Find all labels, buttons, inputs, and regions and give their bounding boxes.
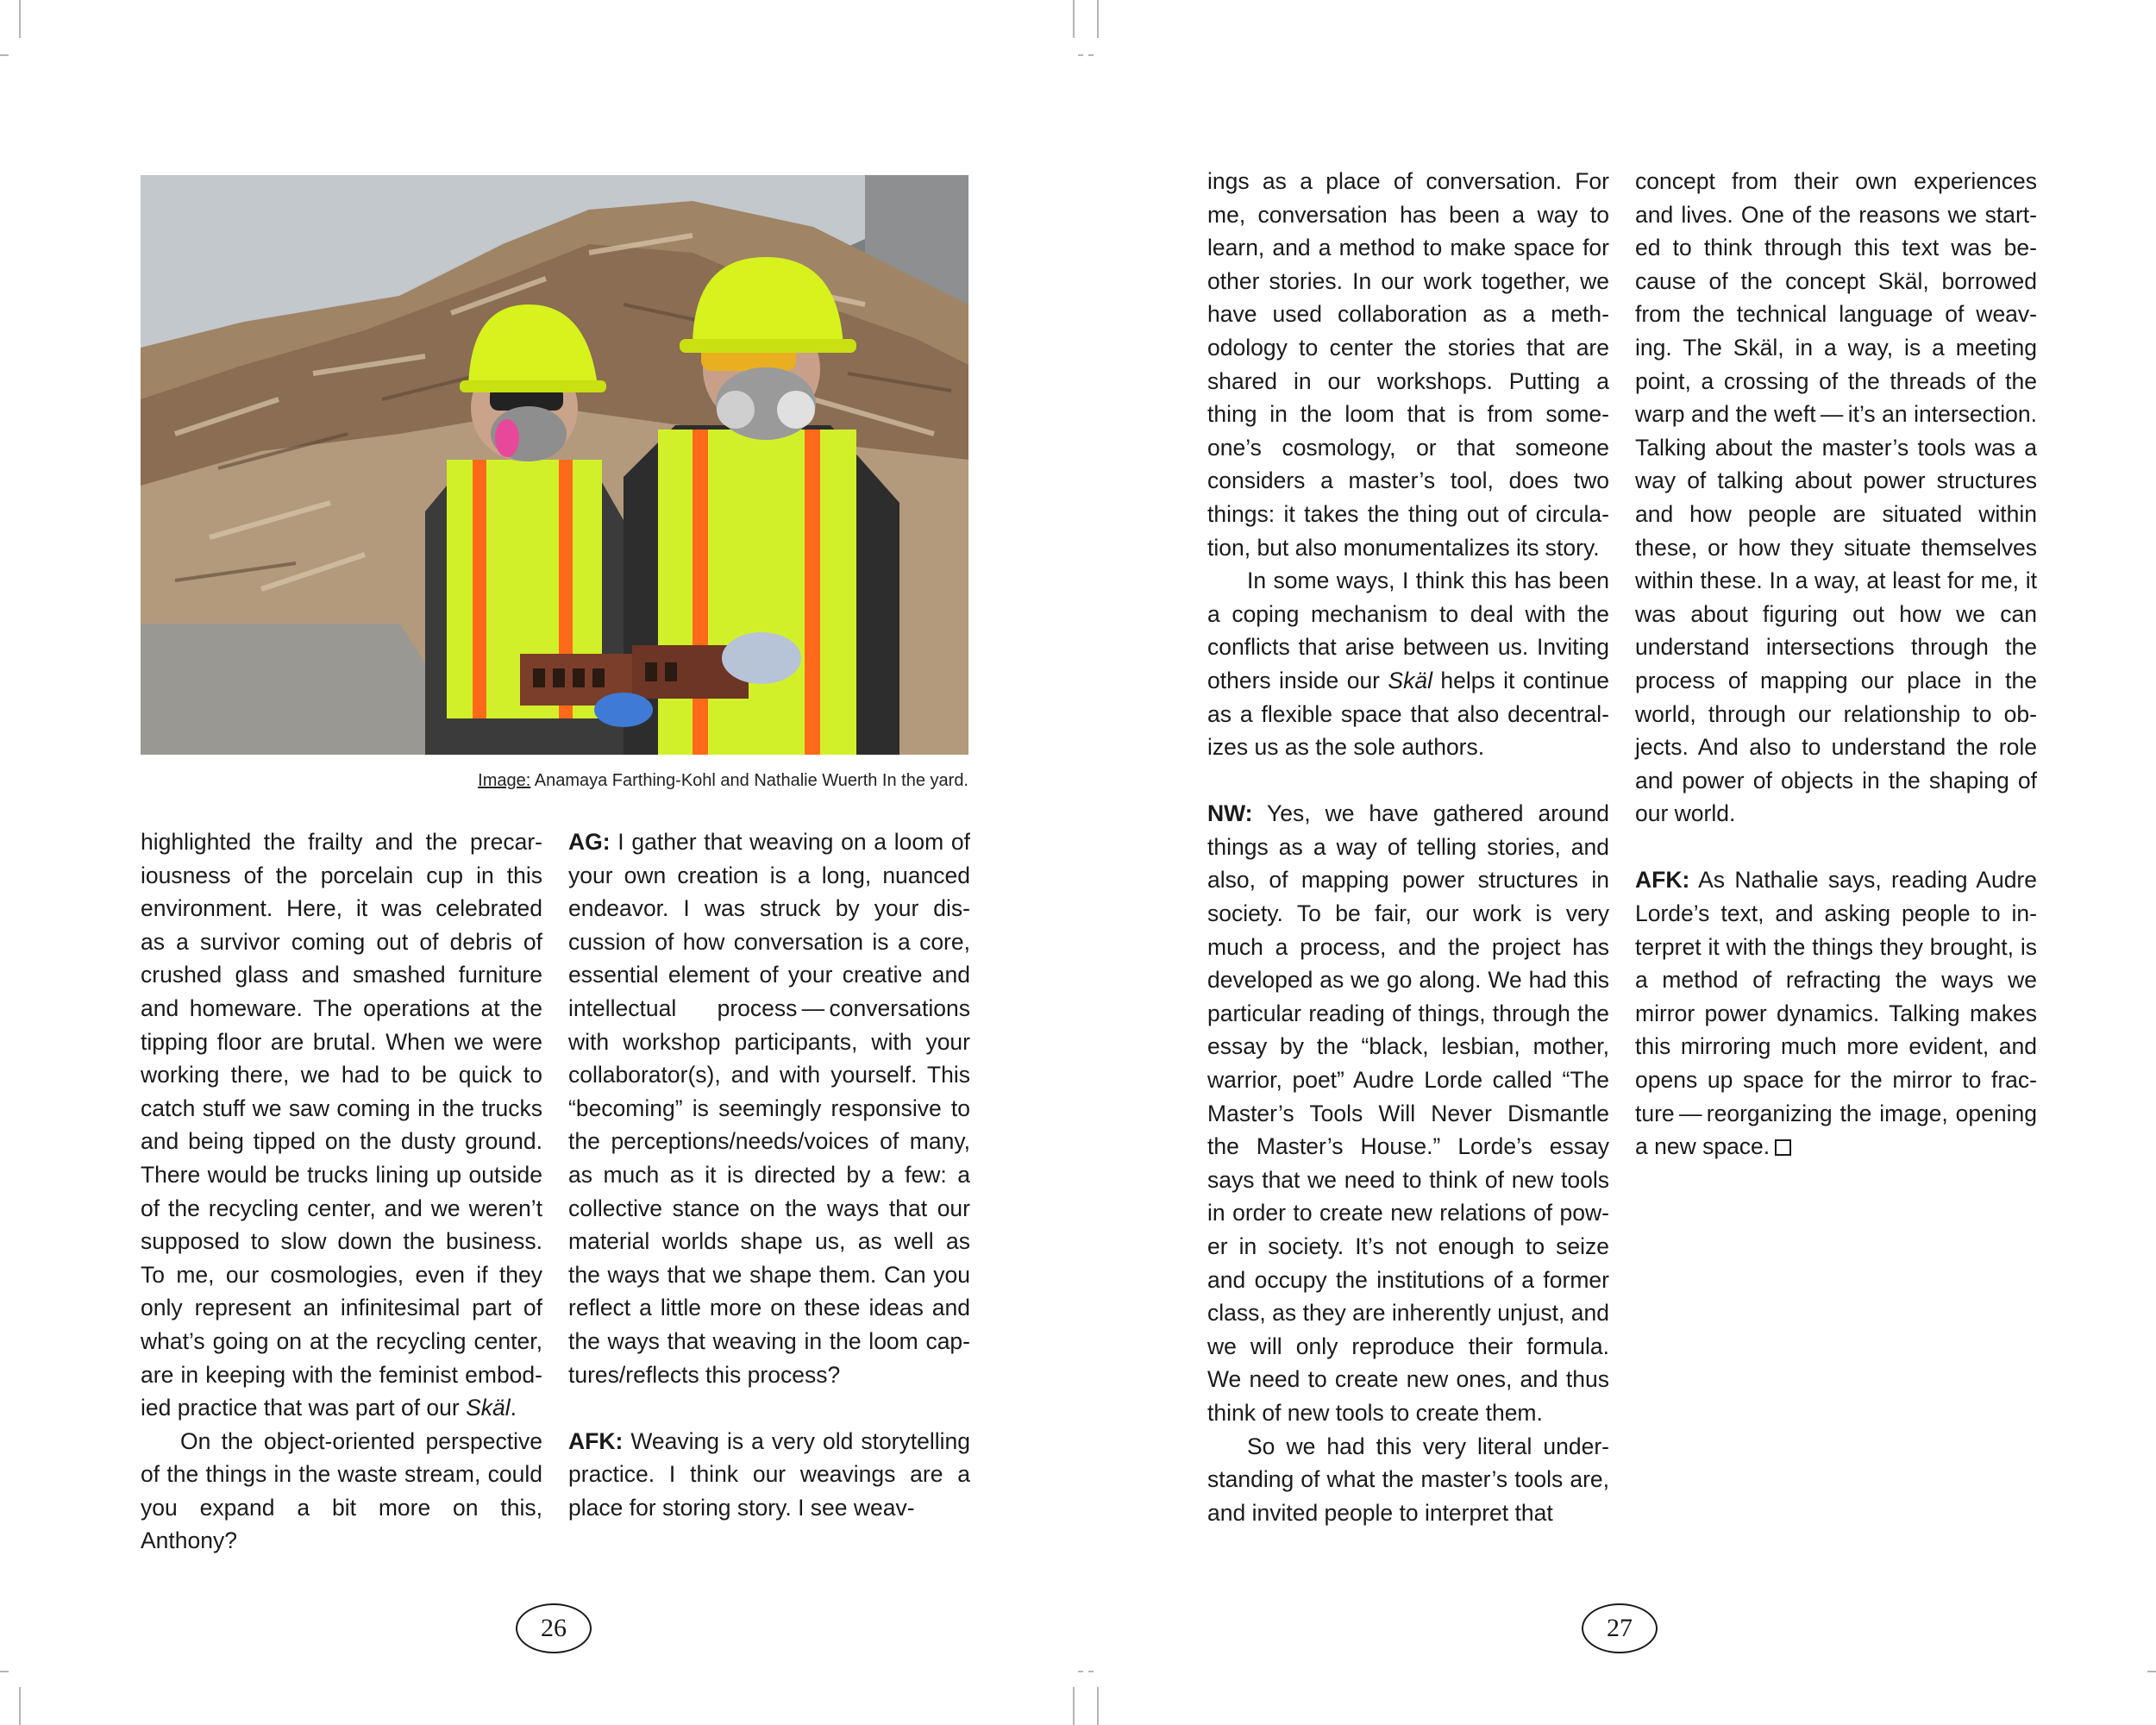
speaker-label: AFK: — [1635, 867, 1690, 894]
paragraph-text: . — [510, 1395, 517, 1421]
paragraph-text: Weaving is a very old storytelling practice. I think our weavings are a place for storing story. I see weav- — [568, 1427, 970, 1521]
italic-term: Skäl — [1388, 667, 1432, 693]
crop-mark — [1097, 1687, 1099, 1725]
answer-afk — [1635, 863, 2037, 1163]
page-number-right: 27 — [1582, 1603, 1658, 1653]
photo-caption — [141, 771, 968, 791]
crop-mark — [19, 0, 21, 38]
speaker-label: NW: — [1207, 800, 1253, 827]
right-page-column-1 — [1207, 165, 1609, 1529]
speaker-label: AFK: — [568, 1427, 624, 1454]
left-page-column-2 — [568, 825, 970, 1524]
paragraph: On the object-oriented perspective of the things in the waste stream, could you expand a bit more on this, Anthony? — [141, 1427, 542, 1554]
paragraph-text: Yes, we have gathered around things as a way of telling stories, and also, of mapping power structures in society. To be fair, our work is very much a process, and the project has developed as we go along. We had this particular reading of things, through the essay by the “black, lesbian, mother, warrior, poet” Audre Lorde called “The Master’s Tools Will Never Dismantle the Master’s House.” Lorde’s essay says that we need to think of new tools in order to create new relations of power in society. It’s not enough to seize and occupy the institutions of a former class, as they are inherently unjust, and we will only reproduce their formula. We need to create new ones, and thus think of new tools to create them. — [1207, 800, 1609, 1426]
left-page-column-1 — [141, 825, 542, 1558]
italic-term: Skäl — [466, 1395, 511, 1421]
crop-mark — [1078, 54, 1083, 56]
paragraph-text: As Nathalie says, reading Audre Lorde’s text, and asking people to interpret it with the things they brought, is a method of refracting the ways we mirror power dynamics. Talking makes this mirroring much more evident, and opens up space for the mirror to fracture — reorganizing the image, opening a new space. — [1635, 867, 2037, 1160]
paragraph: ings as a place of conversation. For me, conversation has been a way to learn, and a method to make space for other stories. In our work together, we have used collaboration as a methodology to center the stories that are shared in our workshops. Putting a thing in the loom that is from someone’s cosmology, or that someone considers a master’s tool, does two things: it takes the thing out of circulation, but also monumentalizes its story. — [1207, 168, 1609, 561]
crop-mark — [1073, 0, 1075, 38]
yard-photo — [141, 175, 968, 755]
paragraph-text: In some ways, I think this has been a coping mechanism to deal with the conflicts that arise between us. Inviting others inside our — [1207, 568, 1609, 693]
photo-illustration — [141, 175, 968, 755]
end-mark-square — [1775, 1139, 1791, 1156]
right-page-column-2 — [1635, 165, 2037, 1164]
answer-afk — [568, 1425, 970, 1525]
question-ag — [568, 825, 970, 1391]
paragraph — [1207, 564, 1609, 764]
paragraph-text: I gather that weaving on a loom of your own creation is a long, nuanced endeavor. I was struck by your discussion of how conversation is a core, essential element of your creative and intellectual process — conversations with workshop participants, with your collaborator(s), and with yourself. This “becoming” is seemingly responsive to the perceptions/needs/voices of many, as much as it is directed by a few: a collective stance on the ways that our material worlds shape us, as well as the ways that we shape them. Can you reflect a little more on these ideas and the ways that weaving in the loom captures/reflects this process? — [568, 829, 970, 1388]
paragraph: So we had this very literal understanding of what the master’s tools are, and invited people to interpret that — [1207, 1433, 1609, 1526]
crop-mark — [0, 54, 9, 56]
crop-mark — [1073, 1687, 1075, 1725]
paragraph: concept from their own experiences and lives. One of the reasons we started to think through this text was because of the concept Skäl, borrowed from the technical language of weaving. The Skäl, in a way, is a meeting point, a crossing of the threads of the warp and the weft — it’s an intersection. Talking about the master’s tools was a way of talking about power structures and how people are situated within these, or how they situate themselves within these. In a way, at least for me, it was about figuring out how we can understand intersections through the process of mapping our place in the world, through our relationship to objects. And also to understand the role and power of objects in the shaping of our world. — [1635, 168, 2037, 827]
answer-nw — [1207, 797, 1609, 1429]
crop-mark — [1078, 1671, 1083, 1672]
page-number-left: 26 — [516, 1603, 592, 1653]
speaker-label: AG: — [568, 829, 611, 855]
paragraph-text: highlighted the frailty and the precariousness of the porcelain cup in this environment. Here, it was celebrated as a survivor coming out of debris of crushed glass and smashed furniture and homeware. The operations at the tipping floor are brutal. When we were working there, we had to be quick to catch stuff we saw coming in the trucks and being tipped on the dusty ground. There would be trucks lining up outside of the recycling center, and we weren’t supposed to slow down the business. To me, our cosmologies, even if they only represent an infinitesimal part of what’s going on at the recycling center, are in keeping with the feminist embodied practice that was part of our — [141, 829, 542, 1421]
crop-mark — [2147, 1671, 2156, 1672]
caption-label: Image: — [478, 771, 531, 790]
crop-mark — [1088, 54, 1094, 56]
crop-mark — [1097, 0, 1099, 38]
crop-mark — [19, 1687, 21, 1725]
caption-text: Anamaya Farthing-Kohl and Nathalie Wuerth In the yard. — [530, 771, 968, 790]
paragraph — [141, 825, 542, 1425]
crop-mark — [1088, 1671, 1094, 1672]
crop-mark — [0, 1671, 9, 1672]
paragraph-text: helps it continue as a flexible space that also decentralizes us as the sole authors. — [1207, 667, 1609, 761]
